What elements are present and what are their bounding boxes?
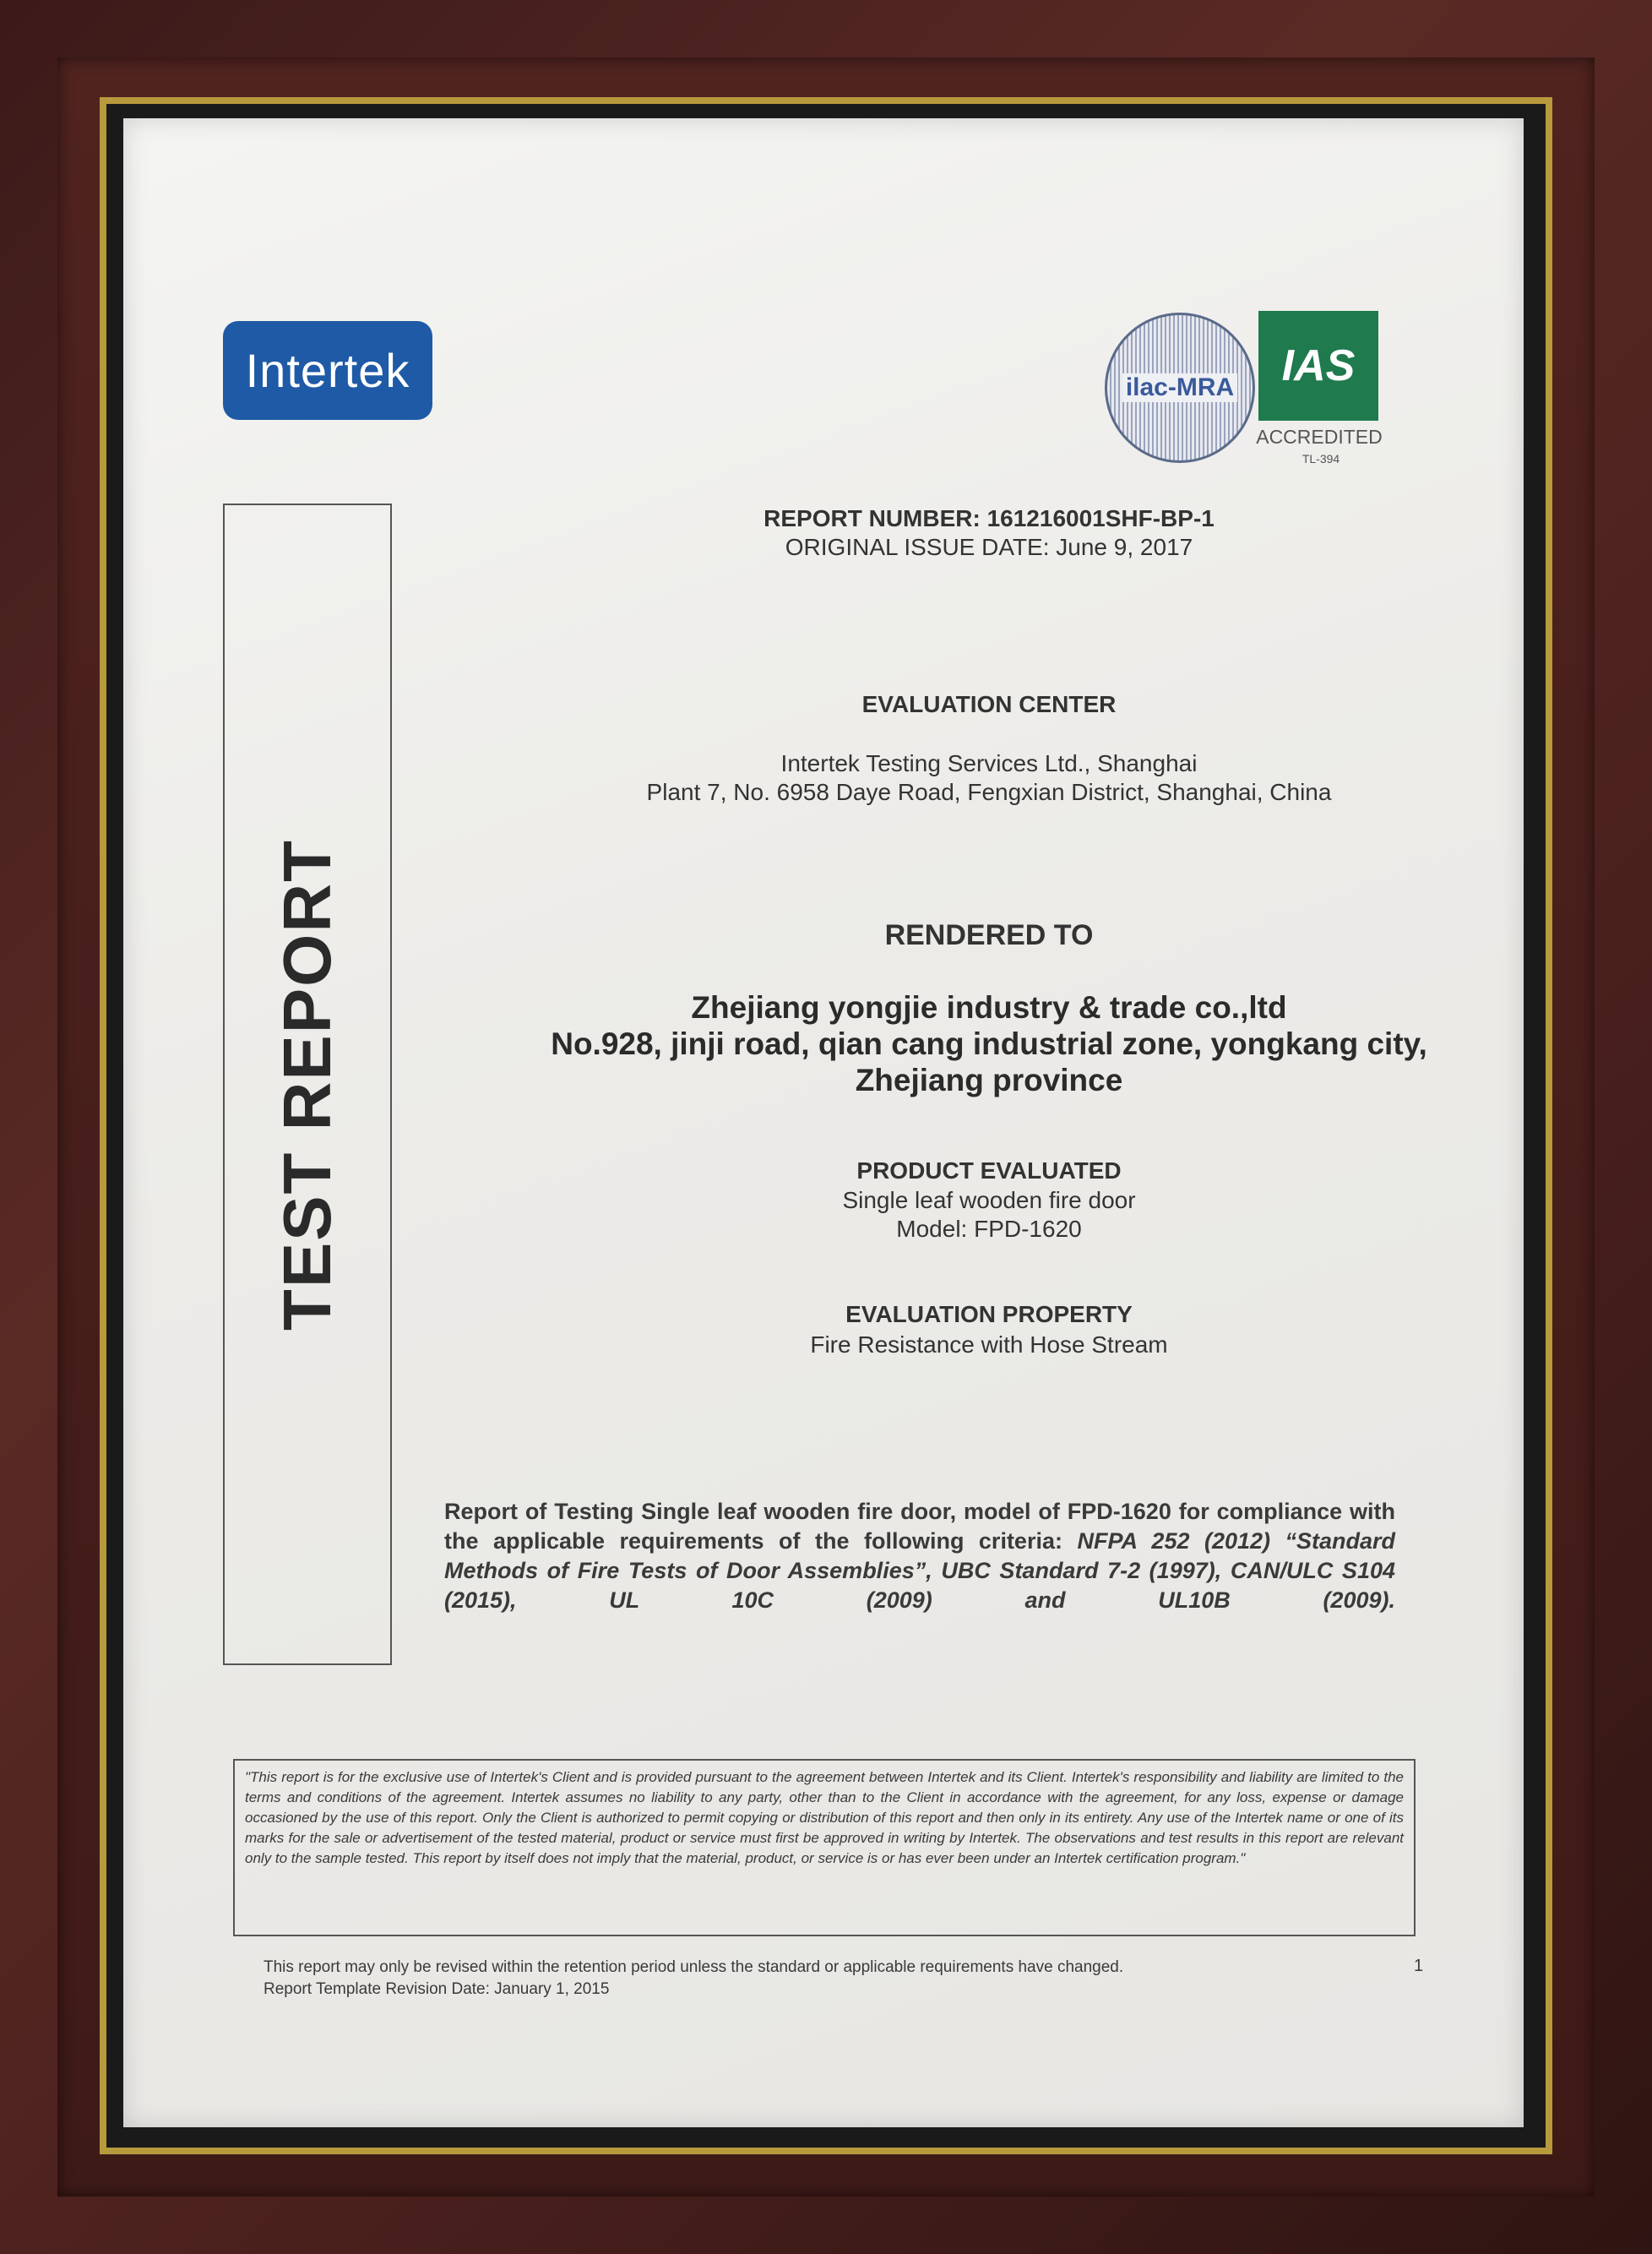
client-name: Zhejiang yongjie industry & trade co.,ltd (691, 990, 1287, 1025)
ilac-mra-seal (1105, 313, 1255, 463)
page-number: 1 (1414, 1957, 1424, 1975)
description-criteria: NFPA 252 (2012) “Standard Methods of Fire Tests of Door Assemblies”, UBC Standard 7-2 (1997), CAN/ULC S104 (2015), UL 10C (2009) and UL10B (2009). (444, 1528, 1395, 1613)
product-line1: Single leaf wooden fire door (842, 1187, 1136, 1213)
description-plain: Report of Testing Single leaf wooden fire door, model of FPD-1620 for compliance with the applicable requirements of the following criteria: (444, 1499, 1395, 1554)
intertek-logo (223, 321, 432, 420)
accredited-label: ACCREDITED (1256, 426, 1383, 448)
ias-logo-text: IAS (1281, 341, 1356, 390)
property-heading: EVALUATION PROPERTY (845, 1301, 1133, 1327)
disclaimer-box: "This report is for the exclusive use of Intertek's Client and is provided pursuant to the agreement between Intertek and its Client. Intertek's responsibility and liability are limited to the terms and conditions of the agreement. Intertek assumes no liability to any party, other than to the Client in accordance with the agreement, for any loss, expense or damage occasioned by the use of this report. Only the Client is authorized to permit copying or distribution of this report and then only in its entirety. Any use of the Intertek name or one of its marks for the sale or advertisement of the tested material, product or service must first be approved in writing by Intertek. The observations and test results in this report are relevant only to the sample tested. This report by itself does not imply that the material, product, or service is or has ever been under an Intertek certification program." (233, 1759, 1416, 1936)
evaluation-center-heading: EVALUATION CENTER (861, 691, 1117, 717)
rendered-to-heading: RENDERED TO (884, 919, 1094, 951)
tl-number: TL-394 (1301, 452, 1340, 466)
evaluation-center-line2: Plant 7, No. 6958 Daye Road, Fengxian District, Shanghai, China (646, 779, 1332, 805)
evaluation-center-line1: Intertek Testing Services Ltd., Shanghai (780, 750, 1198, 776)
footer-template-date: Report Template Revision Date: January 1, 2015 (264, 1980, 610, 1998)
footer-revision-note: This report may only be revised within the retention period unless the standard or applicable requirements have changed. (264, 1958, 1124, 1976)
report-number: REPORT NUMBER: 161216001SHF-BP-1 (764, 505, 1215, 531)
client-address-line1: No.928, jinji road, qian cang industrial zone, yongkang city, (551, 1026, 1427, 1061)
report-description (444, 1497, 1395, 1615)
side-title-box (223, 504, 392, 1665)
ilac-seal-text: ilac-MRA (1122, 373, 1237, 402)
logo-text: Intertek (245, 344, 410, 397)
client-address-line2: Zhejiang province (855, 1063, 1123, 1097)
product-model: Model: FPD-1620 (896, 1216, 1082, 1242)
property-line1: Fire Resistance with Hose Stream (810, 1331, 1168, 1358)
footer (264, 1957, 1123, 2001)
product-heading: PRODUCT EVALUATED (856, 1157, 1122, 1184)
certificate-paper (123, 118, 1524, 2127)
ias-logo (1258, 311, 1378, 421)
issue-date: ORIGINAL ISSUE DATE: June 9, 2017 (785, 534, 1193, 560)
side-title: TEST REPORT (269, 838, 345, 1331)
